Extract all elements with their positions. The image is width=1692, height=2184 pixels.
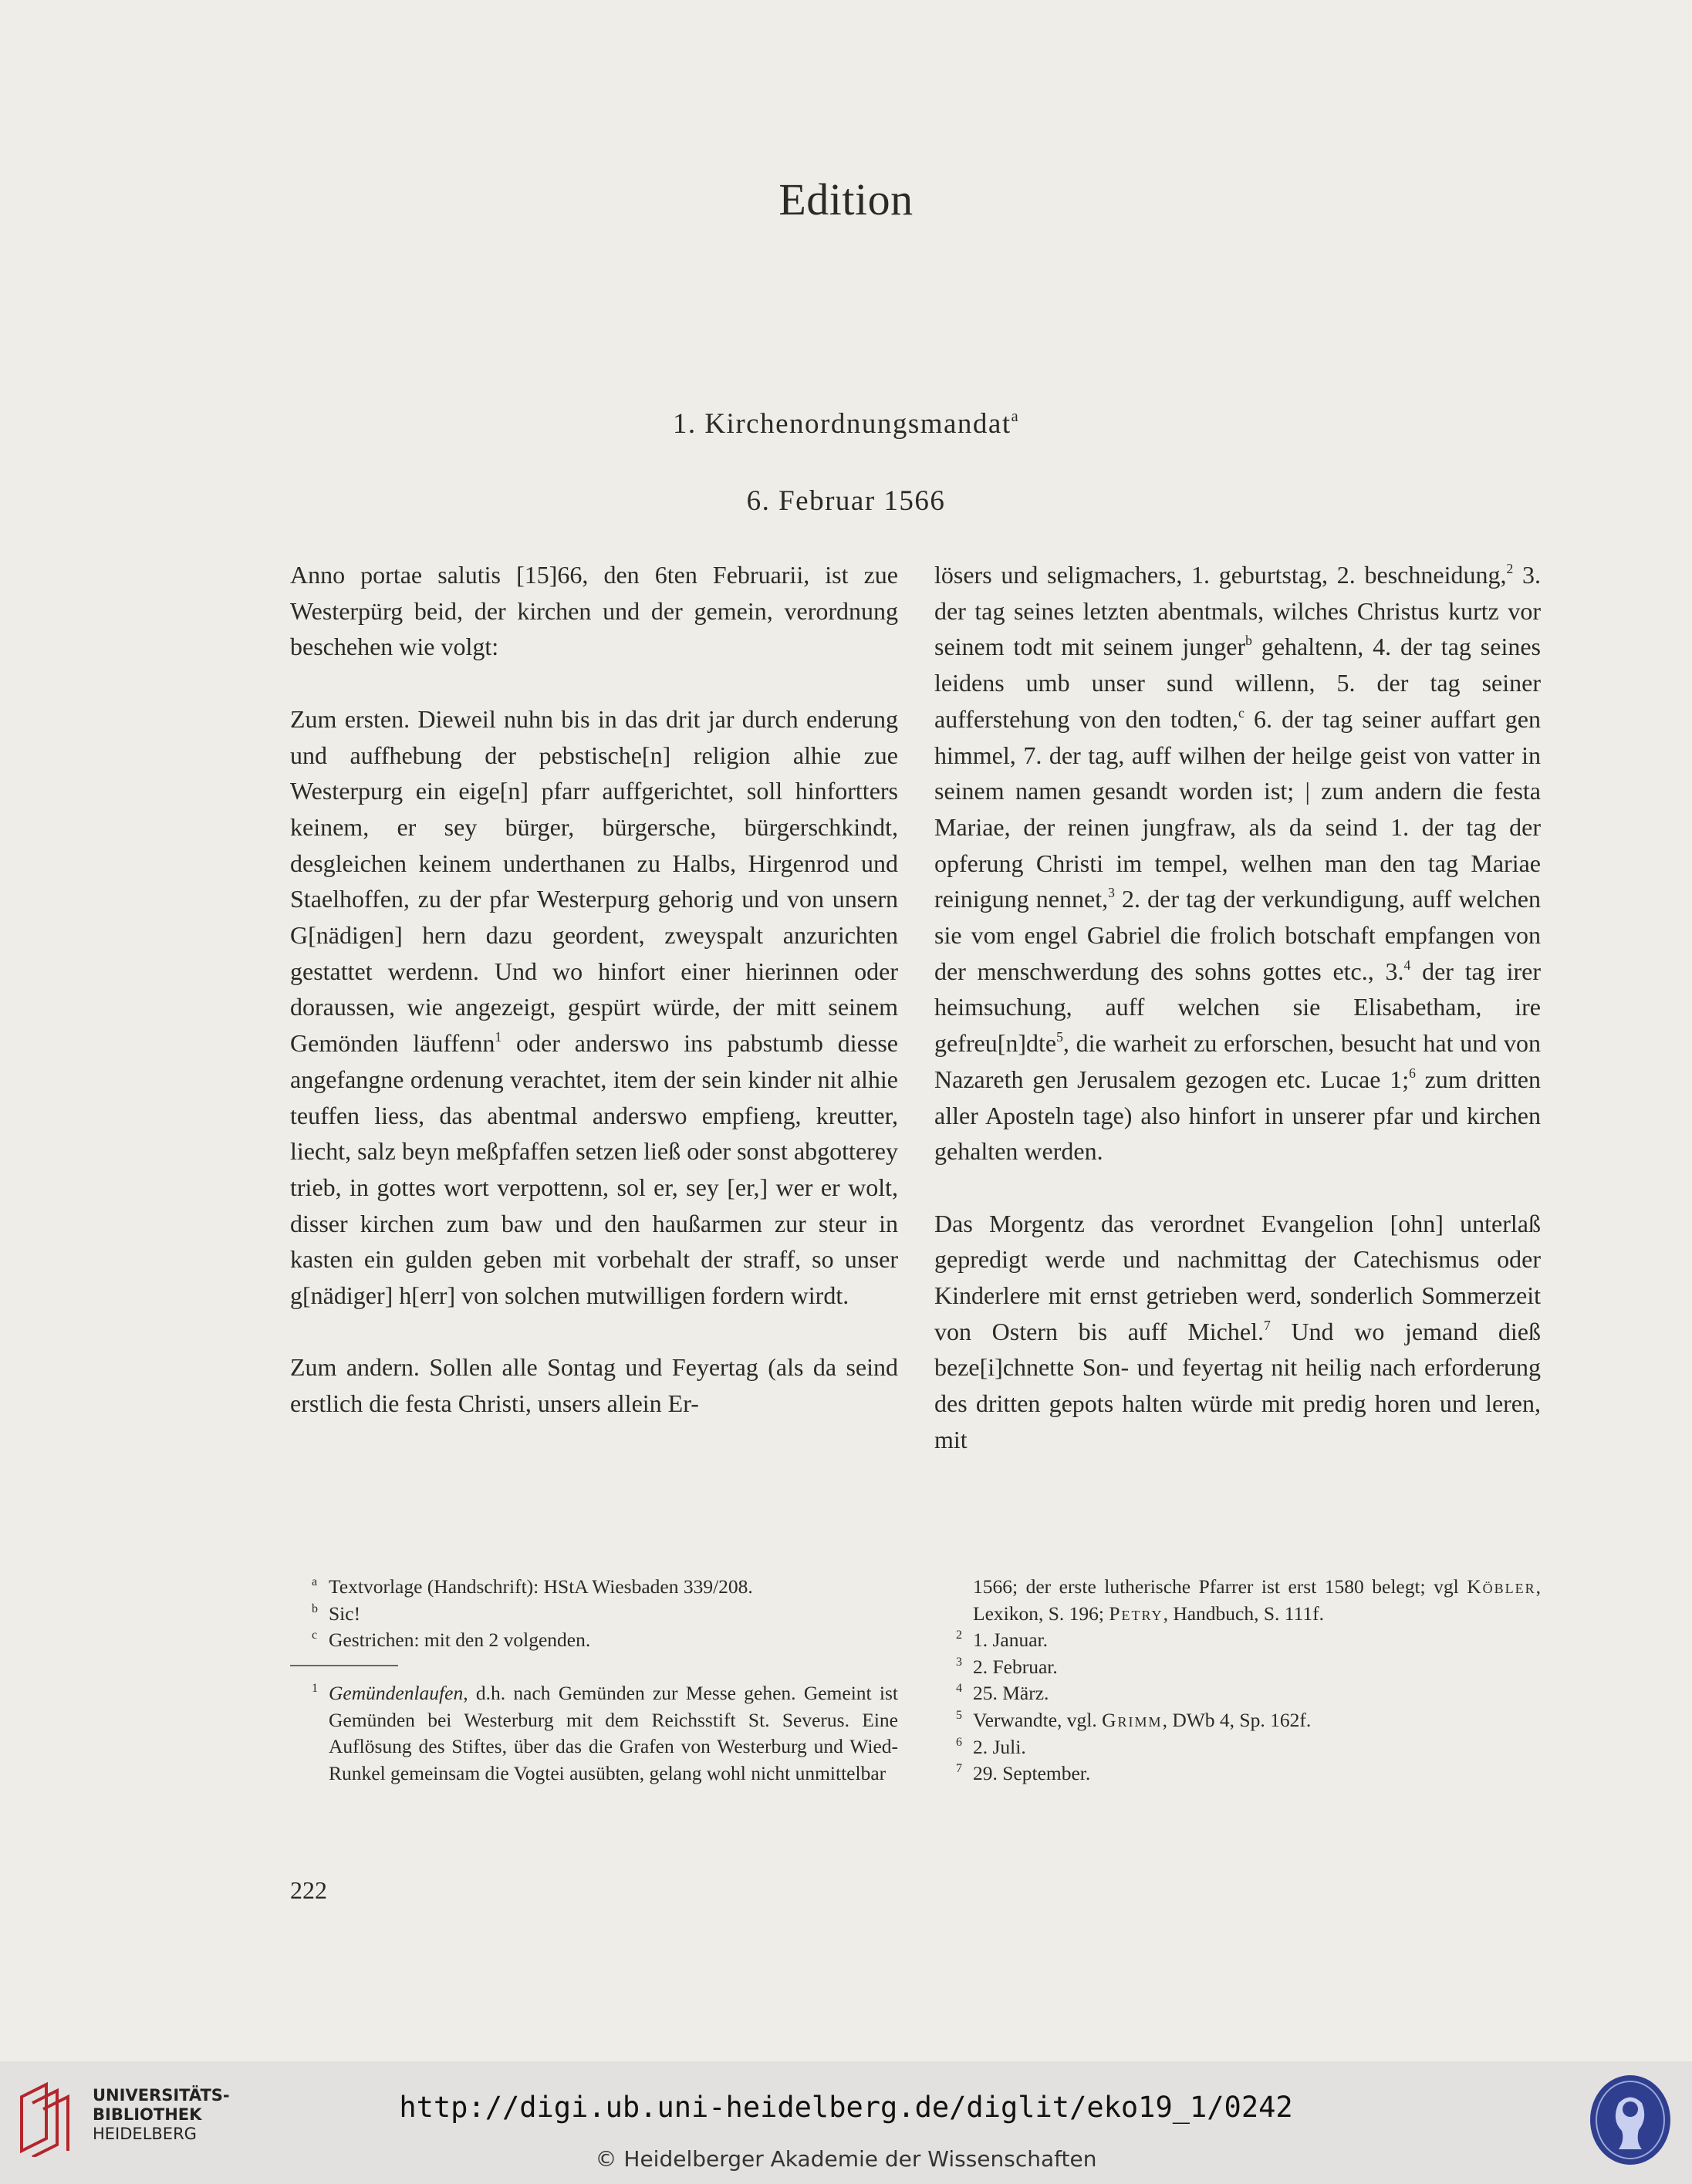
paragraph: lösers und seligmachers, 1. geburtstag, 2. beschneidung,$^2$ 3. der tag seines letzten abentmals, wilches Christus kurtz vor seinem todt mit seinem junger$^b$ gehaltenn, 4. der tag seines leidens umb unser sund willenn, 5. der tag seiner aufferstehung von den todten,$^c$ 6. der tag seiner auffart gen himmel, 7. der tag, auff wilhen der heilge geist von vatter in seinem namen gesandt worden ist; | zum andern die festa Mariae, der reinen jungfraw, als da seind 1. der tag der opferung Christi im tempel, welhen man den tag Mariae reinigung nennet,$^3$ 2. der tag der verkundigung, auff welchen sie vom engel Gabriel die frolich botschaft empfangen von der menschwerdung des sohns gottes etc., 3.$^4$ der tag irer heimsuchung, auff welchen sie Elisabetham, ire gefreu[n]dte$^5$, die warheit zu erforschen, besucht hat und von Nazareth gen Jerusalem gezogen etc. Lucae 1;$^6$ zum dritten aller Aposteln tage) also hinfort in unserer pfar und kirchen gehalten werden. (934, 560, 1542, 1166)
footnote-mark: b (1245, 633, 1252, 649)
footnote-4: 4 25. März. (956, 1682, 1049, 1705)
author-koebler: Köbler (1467, 1575, 1536, 1598)
footnote-mark: 2 (1506, 560, 1514, 576)
document-title: 1. Kirchenordnungsmandat$^a$ (672, 407, 1020, 440)
paragraph: Zum ersten. Dieweil nuhn bis in das drit jar durch enderung und auffhebung der pebstische[n] religion alhie zue Westerpurg ein eige[n] pfarr auffgerichtet, soll hinfortters keinem, er sey bürger, bürgersche, bürgerschkindt, desgleichen keinem underthanen zu Halbs, Hirgenrod und Staelhoffen, zu der pfar Westerpurg gehorig und von unsern G[nädigen] hern dazu geordent, zweyspalt anzurichten gestattet werdenn. Und wo hinfort einer hierinnen oder doraussen, wie angezeigt, gespürt würde, der mitt seinem Gemönden läuffenn$^1$ oder anderswo ins pabstumb diesse angefangne ordenung verachtet, item der sein kinder nit alhie teuffen liess, das abentmal anderswo empfieng, kreutter, liecht, salz beyn meßpfaffen setzen ließ oder sonst abgotterey trieb, in gottes wort verpottenn, sol er, sey [er,] wer er wolt, disser kirchen zum baw und den haußarmen zur steur in kasten ein gulden geben mit vorbehalt der straff, so unser g[nädiger] h[err] von solchen mutwilligen fordern wirdt. (290, 704, 899, 1310)
footnote-1: 1 Gemündenlaufen, d.h. nach Gemünden zur Messe gehen. Gemeint ist Gemünden bei Westerburg mit dem Reichsstift St. Severus. Eine Auflösung des Stiftes, über das die Grafen von Westerburg und Wied-Runkel gemeinsam die Vogtei ausübten, gelang wohl nicht unmittelbar (312, 1682, 898, 1784)
show-through (856, 93, 863, 119)
text-note-mark-a: a (1011, 407, 1020, 425)
footnote-5: 5 Verwandte, vgl. Grimm, DWb 4, Sp. 162f. (956, 1708, 1312, 1731)
footnote-2: 2 1. Januar. (956, 1629, 1049, 1652)
right-text-column (934, 557, 1541, 1494)
footnote-3: 3 2. Februar. (956, 1655, 1058, 1678)
right-footnotes (934, 1574, 1541, 1787)
author-grimm: Grimm (1102, 1708, 1163, 1731)
footnote-mark: 4 (1403, 957, 1411, 973)
text-note: b Sic! (312, 1602, 361, 1625)
text-note: c Gestrichen: mit den 2 volgenden. (312, 1629, 591, 1652)
copyright-notice: © Heidelberger Akademie der Wissenschaften (595, 2146, 1097, 2172)
institution-name: UNIVERSITÄTS- BIBLIOTHEK HEIDELBERG (93, 2086, 230, 2143)
document-date: 6. Februar 1566 (746, 485, 946, 517)
text-note: a Textvorlage (Handschrift): HStA Wiesbaden 339/208. (312, 1575, 753, 1598)
paragraph: Das Morgentz das verordnet Evangelion [ohn] unterlaß gepredigt werde und nachmittag der Catechismus oder Kinderlere mit ernst getrieben werd, sonderlich Sommerzeit von Ostern bis auff Michel.$^7$ Und wo jemand dieß beze[i]chnette Son- und feyertag nit heilig nach erforderung des dritten gepots halten würde mit predig horen und leren, mit (934, 1209, 1541, 1453)
viewer-footer-bar (0, 2061, 1692, 2184)
footnote-7: 7 29. September. (956, 1762, 1091, 1785)
document-url-link[interactable]: http://digi.ub.uni-heidelberg.de/diglit/eko19_1/0242 (399, 2091, 1293, 2124)
footnote-mark: 7 (1263, 1317, 1271, 1333)
footnote-1-continued: 1566; der erste lutherische Pfarrer ist erst 1580 belegt; vgl Köbler, Lexikon, S. 196; Petry, Handbuch, S. 111f. (973, 1575, 1541, 1625)
footnote-6: 6 2. Juli. (956, 1735, 1026, 1758)
footnote-mark: c (1238, 704, 1245, 721)
footnote-mark: 3 (1108, 885, 1115, 901)
paragraph: Anno portae salutis [15]66, den 6ten Februarii, ist zue Westerpürg beid, der kirchen und der gemein, verordnung beschehen wie volgt: (290, 561, 898, 661)
author-petry: Petry (1109, 1602, 1163, 1625)
section-heading: Edition (778, 174, 914, 224)
text-notes (290, 1574, 907, 1654)
footnote-mark: 6 (1409, 1065, 1416, 1081)
footnote-divider (290, 1665, 398, 1666)
footnote-mark: 1 (495, 1028, 502, 1045)
footnote-mark: 5 (1056, 1028, 1063, 1045)
academy-seal-icon (1588, 2072, 1673, 2169)
page-number: 222 (290, 1876, 327, 1904)
paragraph: Zum andern. Sollen alle Sontag und Feyertag (als da seind erstlich die festa Christi, unsers allein Er- (290, 1353, 898, 1418)
left-text-column (290, 557, 898, 1458)
